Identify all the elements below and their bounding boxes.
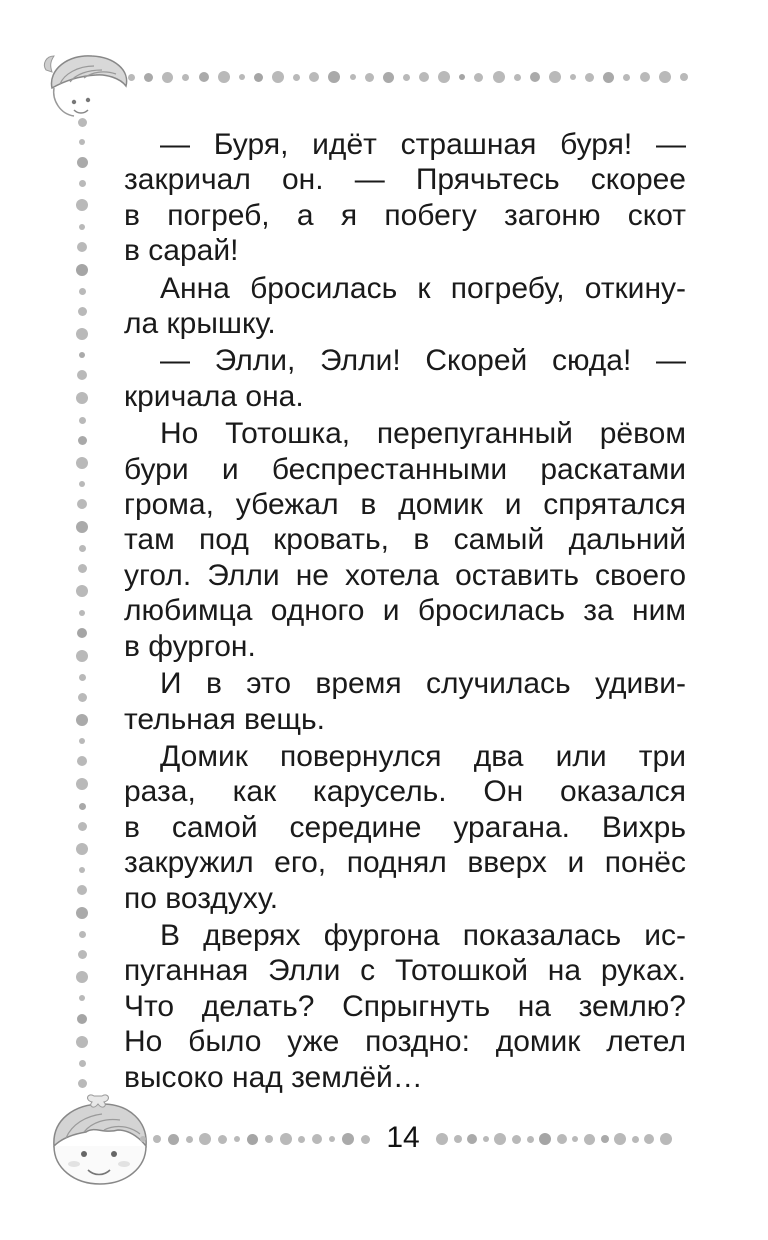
text-line: закричал он. — Прячьтесь скорее — [124, 163, 686, 197]
text-line: угол. Элли не хотела оставить своего — [124, 558, 686, 592]
text-line: Но Тотошка, перепуганный рёвом — [160, 417, 686, 451]
paragraph — [124, 416, 686, 664]
text-line: Но было уже поздно: домик летел — [124, 1025, 686, 1059]
text-line: в самой середине урагана. Вихрь — [124, 810, 686, 844]
text-line: ла крышку. — [124, 307, 276, 341]
text-line: И в это время случилась удиви- — [160, 667, 686, 701]
text-line: пуганная Элли с Тотошкой на руках. — [124, 954, 686, 988]
dotted-border-bottom-left — [140, 1131, 370, 1147]
paragraph — [124, 343, 686, 414]
text-line: раза, как карусель. Он оказался — [124, 775, 686, 809]
text-line: Что делать? Спрыгнуть на землю? — [124, 989, 686, 1023]
text-line: закружил его, поднял вверх и понёс — [124, 846, 686, 880]
paragraph — [124, 739, 686, 916]
text-line: В дверях фургона показалась ис- — [160, 918, 686, 952]
text-line: Домик повернулся два или три — [160, 739, 686, 773]
dotted-border-top — [128, 69, 688, 85]
text-line: высоко над землёй… — [124, 1060, 423, 1094]
text-line: по воздуху. — [124, 881, 279, 915]
paragraph — [124, 666, 686, 737]
girl-face-icon — [40, 44, 140, 124]
text-line: в фургон. — [124, 629, 256, 663]
text-line: Анна бросилась к погребу, откину- — [160, 271, 686, 305]
text-line: любимца одного и бросилась за ним — [124, 594, 686, 628]
text-line: в погреб, а я побегу загоню скот — [124, 198, 686, 232]
text-line: — Элли, Элли! Скорей сюда! — — [160, 344, 686, 378]
paragraph — [124, 918, 686, 1095]
paragraph — [124, 127, 686, 269]
text-line: — Буря, идёт страшная буря! — — [160, 128, 686, 161]
story-text — [124, 127, 686, 1097]
dotted-border-left — [74, 118, 90, 1088]
text-line: кричала она. — [124, 379, 304, 413]
text-line: тельная вещь. — [124, 702, 325, 736]
text-line: там под кровать, в самый дальний — [124, 523, 686, 557]
dotted-border-bottom-right — [436, 1131, 672, 1147]
page-number: 14 — [386, 1121, 420, 1154]
text-line: грома, убежал в домик и спрятался — [124, 488, 686, 522]
paragraph — [124, 271, 686, 342]
text-line: в сарай! — [124, 234, 239, 268]
text-line: бури и беспрестанными раскатами — [124, 452, 686, 486]
